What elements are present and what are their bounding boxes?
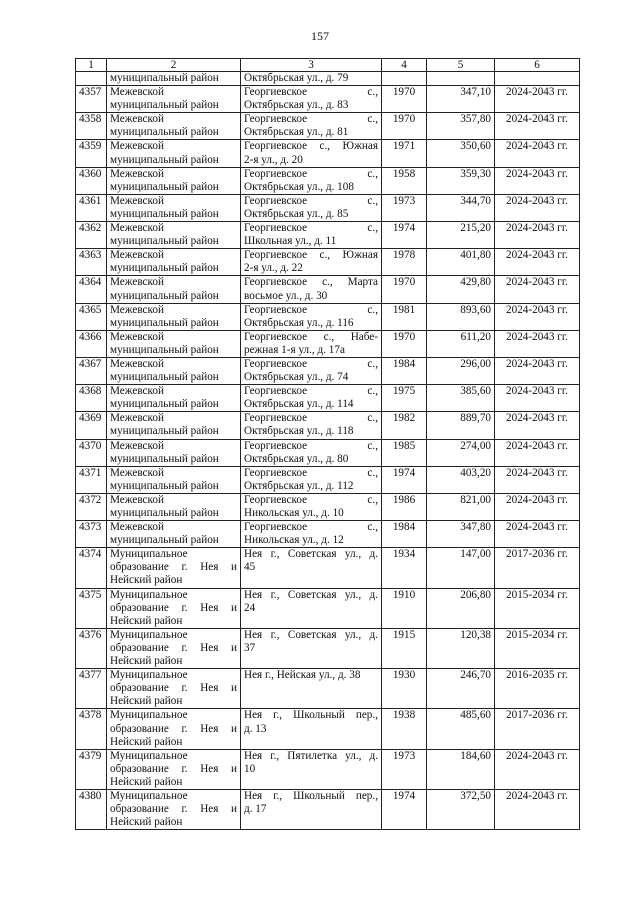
year-cell: 1981 xyxy=(382,303,427,330)
area-cell: 206,80 xyxy=(427,588,495,628)
table-row xyxy=(76,412,580,439)
district-cell: Межевской муниципальный район xyxy=(107,330,241,357)
address-cell: Нея г., Советская ул., д. 37 xyxy=(241,628,382,668)
period-cell: 2024-2043 гг. xyxy=(495,276,580,303)
row-number-cell: 4368 xyxy=(76,385,107,412)
year-cell: 1970 xyxy=(382,330,427,357)
address-cell: Октябрьская ул., д. 79 xyxy=(241,72,382,86)
address-cell: Георгиевское с., Октябрьская ул., д. 118 xyxy=(241,412,382,439)
area-cell: 344,70 xyxy=(427,194,495,221)
row-number-cell: 4357 xyxy=(76,86,107,113)
row-number-cell: 4366 xyxy=(76,330,107,357)
column-header: 3 xyxy=(241,59,382,72)
district-cell: Межевской муниципальный район xyxy=(107,86,241,113)
area-cell: 821,00 xyxy=(427,493,495,520)
area-cell: 246,70 xyxy=(427,669,495,709)
year-cell: 1970 xyxy=(382,276,427,303)
district-cell: Межевской муниципальный район xyxy=(107,222,241,249)
page-number: 157 xyxy=(311,29,329,43)
address-cell: Георгиевское с., Октябрьская ул., д. 83 xyxy=(241,86,382,113)
address-cell: Георгиевское с., Октябрьская ул., д. 108 xyxy=(241,167,382,194)
district-cell: Муниципальное образование г. Нея и Нейский район xyxy=(107,669,241,709)
area-cell: 359,30 xyxy=(427,167,495,194)
period-cell: 2024-2043 гг. xyxy=(495,140,580,167)
table-row xyxy=(76,749,580,789)
table-row xyxy=(76,222,580,249)
period-cell: 2024-2043 гг. xyxy=(495,357,580,384)
period-cell: 2024-2043 гг. xyxy=(495,167,580,194)
period-cell: 2024-2043 гг. xyxy=(495,412,580,439)
table-row xyxy=(76,439,580,466)
period-cell: 2024-2043 гг. xyxy=(495,330,580,357)
district-cell: Межевской муниципальный район xyxy=(107,303,241,330)
table-row xyxy=(76,669,580,709)
area-cell: 120,38 xyxy=(427,628,495,668)
district-cell: Межевской муниципальный район xyxy=(107,249,241,276)
table-row xyxy=(76,588,580,628)
district-cell: Муниципальное образование г. Нея и Нейский район xyxy=(107,709,241,749)
district-cell: Межевской муниципальный район xyxy=(107,167,241,194)
row-number-cell: 4371 xyxy=(76,466,107,493)
table-row xyxy=(76,86,580,113)
address-cell: Георгиевское с., Школьная ул., д. 11 xyxy=(241,222,382,249)
district-cell: Межевской муниципальный район xyxy=(107,276,241,303)
address-cell: Нея г., Советская ул., д. 45 xyxy=(241,548,382,588)
row-number-cell: 4360 xyxy=(76,167,107,194)
area-cell: 893,60 xyxy=(427,303,495,330)
year-cell: 1973 xyxy=(382,194,427,221)
address-cell: Георгиевское с., Октябрьская ул., д. 85 xyxy=(241,194,382,221)
row-number-cell: 4367 xyxy=(76,357,107,384)
area-cell: 347,80 xyxy=(427,521,495,548)
table-row xyxy=(76,276,580,303)
period-cell: 2024-2043 гг. xyxy=(495,194,580,221)
period-cell: 2024-2043 гг. xyxy=(495,466,580,493)
year-cell: 1978 xyxy=(382,249,427,276)
year-cell: 1986 xyxy=(382,493,427,520)
district-cell: муниципальный район xyxy=(107,72,241,86)
address-cell: Георгиевское с., Октябрьская ул., д. 112 xyxy=(241,466,382,493)
area-cell: 401,80 xyxy=(427,249,495,276)
table-row xyxy=(76,113,580,140)
row-number-cell: 4375 xyxy=(76,588,107,628)
row-number-cell: 4370 xyxy=(76,439,107,466)
district-cell: Муниципальное образование г. Нея и Нейский район xyxy=(107,749,241,789)
district-cell: Межевской муниципальный район xyxy=(107,439,241,466)
district-cell: Межевской муниципальный район xyxy=(107,466,241,493)
year-cell: 1970 xyxy=(382,86,427,113)
column-header: 1 xyxy=(76,59,107,72)
area-cell: 429,80 xyxy=(427,276,495,303)
address-cell: Георгиевское с., Марта восьмое ул., д. 30 xyxy=(241,276,382,303)
area-cell: 485,60 xyxy=(427,709,495,749)
district-cell: Межевской муниципальный район xyxy=(107,140,241,167)
row-number-cell: 4359 xyxy=(76,140,107,167)
year-cell: 1984 xyxy=(382,357,427,384)
row-number-cell: 4372 xyxy=(76,493,107,520)
year-cell: 1974 xyxy=(382,466,427,493)
period-cell: 2016-2035 гг. xyxy=(495,669,580,709)
area-cell: 274,00 xyxy=(427,439,495,466)
year-cell: 1975 xyxy=(382,385,427,412)
register-table xyxy=(75,58,580,830)
period-cell: 2024-2043 гг. xyxy=(495,249,580,276)
area-cell: 611,20 xyxy=(427,330,495,357)
address-cell: Георгиевское с., Октябрьская ул., д. 116 xyxy=(241,303,382,330)
area-cell: 403,20 xyxy=(427,466,495,493)
table-row xyxy=(76,140,580,167)
table-row xyxy=(76,521,580,548)
row-number-cell: 4374 xyxy=(76,548,107,588)
address-cell: Георгиевское с., Октябрьская ул., д. 80 xyxy=(241,439,382,466)
area-cell: 350,60 xyxy=(427,140,495,167)
address-cell: Георгиевское с., Южная 2-я ул., д. 20 xyxy=(241,140,382,167)
area-cell: 147,00 xyxy=(427,548,495,588)
year-cell: 1982 xyxy=(382,412,427,439)
row-number-cell: 4377 xyxy=(76,669,107,709)
period-cell: 2015-2034 гг. xyxy=(495,628,580,668)
table-row xyxy=(76,493,580,520)
address-cell: Нея г., Нейская ул., д. 38 xyxy=(241,669,382,709)
address-cell: Георгиевское с., Октябрьская ул., д. 74 xyxy=(241,357,382,384)
row-number-cell: 4364 xyxy=(76,276,107,303)
column-header: 6 xyxy=(495,59,580,72)
column-header: 5 xyxy=(427,59,495,72)
year-cell: 1938 xyxy=(382,709,427,749)
year-cell: 1915 xyxy=(382,628,427,668)
area-cell: 296,00 xyxy=(427,357,495,384)
address-cell: Нея г., Школьный пер., д. 13 xyxy=(241,709,382,749)
period-cell: 2017-2036 гг. xyxy=(495,709,580,749)
period-cell: 2024-2043 гг. xyxy=(495,86,580,113)
year-cell: 1973 xyxy=(382,749,427,789)
district-cell: Муниципальное образование г. Нея и Нейский район xyxy=(107,548,241,588)
address-cell: Георгиевское с., Южная 2-я ул., д. 22 xyxy=(241,249,382,276)
district-cell: Межевской муниципальный район xyxy=(107,412,241,439)
year-cell: 1985 xyxy=(382,439,427,466)
period-cell: 2024-2043 гг. xyxy=(495,222,580,249)
address-cell: Георгиевское с., Октябрьская ул., д. 81 xyxy=(241,113,382,140)
row-number-cell: 4373 xyxy=(76,521,107,548)
table-row xyxy=(76,357,580,384)
period-cell: 2024-2043 гг. xyxy=(495,521,580,548)
period-cell: 2024-2043 гг. xyxy=(495,439,580,466)
period-cell: 2024-2043 гг. xyxy=(495,493,580,520)
district-cell: Муниципальное образование г. Нея и Нейский район xyxy=(107,789,241,829)
period-cell: 2024-2043 гг. xyxy=(495,749,580,789)
table-row xyxy=(76,789,580,829)
district-cell: Межевской муниципальный район xyxy=(107,521,241,548)
year-cell: 1958 xyxy=(382,167,427,194)
address-cell: Георгиевское с., Никольская ул., д. 12 xyxy=(241,521,382,548)
column-number-row xyxy=(76,59,580,72)
table-row xyxy=(76,167,580,194)
address-cell: Нея г., Советская ул., д. 24 xyxy=(241,588,382,628)
district-cell: Межевской муниципальный район xyxy=(107,113,241,140)
table-row xyxy=(76,330,580,357)
area-cell: 385,60 xyxy=(427,385,495,412)
period-cell: 2017-2036 гг. xyxy=(495,548,580,588)
table-row xyxy=(76,548,580,588)
table-row xyxy=(76,709,580,749)
period-cell: 2024-2043 гг. xyxy=(495,303,580,330)
table-row xyxy=(76,303,580,330)
district-cell: Муниципальное образование г. Нея и Нейский район xyxy=(107,588,241,628)
year-cell: 1974 xyxy=(382,789,427,829)
row-number-cell: 4369 xyxy=(76,412,107,439)
table-row xyxy=(76,194,580,221)
district-cell: Муниципальное образование г. Нея и Нейский район xyxy=(107,628,241,668)
district-cell: Межевской муниципальный район xyxy=(107,385,241,412)
district-cell: Межевской муниципальный район xyxy=(107,493,241,520)
column-header: 2 xyxy=(107,59,241,72)
area-cell: 347,10 xyxy=(427,86,495,113)
table-row xyxy=(76,249,580,276)
row-number-cell: 4380 xyxy=(76,789,107,829)
period-cell: 2015-2034 гг. xyxy=(495,588,580,628)
area-cell: 184,60 xyxy=(427,749,495,789)
address-cell: Георгиевское с., Набе- режная 1-я ул., д. 17а xyxy=(241,330,382,357)
year-cell: 1970 xyxy=(382,113,427,140)
period-cell: 2024-2043 гг. xyxy=(495,385,580,412)
row-number-cell: 4376 xyxy=(76,628,107,668)
continuation-row xyxy=(76,72,580,86)
address-cell: Георгиевское с., Никольская ул., д. 10 xyxy=(241,493,382,520)
row-number-cell: 4362 xyxy=(76,222,107,249)
year-cell: 1934 xyxy=(382,548,427,588)
district-cell: Межевской муниципальный район xyxy=(107,194,241,221)
address-cell: Георгиевское с., Октябрьская ул., д. 114 xyxy=(241,385,382,412)
row-number-cell: 4358 xyxy=(76,113,107,140)
area-cell: 357,80 xyxy=(427,113,495,140)
row-number-cell: 4363 xyxy=(76,249,107,276)
row-number-cell: 4365 xyxy=(76,303,107,330)
row-number-cell: 4361 xyxy=(76,194,107,221)
period-cell: 2024-2043 гг. xyxy=(495,789,580,829)
address-cell: Нея г., Пятилетка ул., д. 10 xyxy=(241,749,382,789)
column-header: 4 xyxy=(382,59,427,72)
district-cell: Межевской муниципальный район xyxy=(107,357,241,384)
area-cell: 372,50 xyxy=(427,789,495,829)
year-cell: 1930 xyxy=(382,669,427,709)
area-cell: 889,70 xyxy=(427,412,495,439)
table-row xyxy=(76,466,580,493)
row-number-cell: 4379 xyxy=(76,749,107,789)
address-cell: Нея г., Школьный пер., д. 17 xyxy=(241,789,382,829)
area-cell: 215,20 xyxy=(427,222,495,249)
row-number-cell: 4378 xyxy=(76,709,107,749)
year-cell: 1971 xyxy=(382,140,427,167)
table-row xyxy=(76,385,580,412)
year-cell: 1984 xyxy=(382,521,427,548)
year-cell: 1974 xyxy=(382,222,427,249)
period-cell: 2024-2043 гг. xyxy=(495,113,580,140)
table-row xyxy=(76,628,580,668)
year-cell: 1910 xyxy=(382,588,427,628)
